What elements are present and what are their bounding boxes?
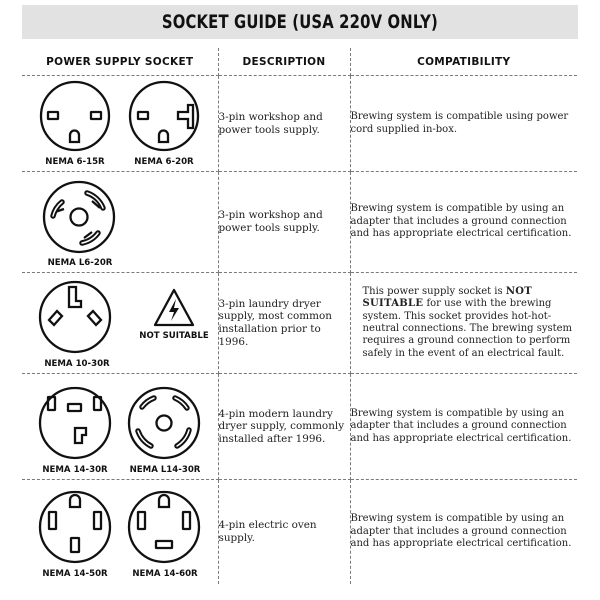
compat-text-pre: This power supply socket is bbox=[362, 285, 506, 297]
socket-cell bbox=[22, 374, 218, 480]
description-cell: 3-pin laundry dryer supply, most common installation prior to 1996. bbox=[218, 273, 350, 374]
header-socket: POWER SUPPLY SOCKET bbox=[22, 48, 218, 76]
table-row bbox=[22, 480, 577, 584]
socket-label: NEMA 14-60R bbox=[132, 569, 198, 579]
page-title: SOCKET GUIDE (USA 220V ONLY) bbox=[161, 11, 438, 33]
nema-6-20r-socket-icon bbox=[130, 82, 198, 150]
compatibility-cell: Brewing system is compatible using power cord supplied in-box. bbox=[350, 76, 577, 172]
table-row bbox=[22, 374, 577, 480]
description-cell: 4-pin electric oven supply. bbox=[218, 480, 350, 584]
socket-label: NEMA L6-20R bbox=[47, 258, 113, 268]
compatibility-cell: Brewing system is compatible by using an adapter that includes a ground connection and has appropriate electrical certification. bbox=[350, 513, 572, 549]
header-description: DESCRIPTION bbox=[218, 48, 350, 76]
not-suitable-text: NOT SUITABLE bbox=[362, 285, 533, 310]
compatibility-cell: Brewing system is compatible by using an adapter that includes a ground connection and has appropriate electrical certification. bbox=[350, 172, 577, 273]
compatibility-cell: Brewing system is compatible by using an adapter that includes a ground connection and has appropriate electrical certification. bbox=[350, 374, 577, 480]
table-row bbox=[22, 172, 577, 273]
socket-label: NEMA 10-30R bbox=[44, 359, 110, 369]
socket-cell bbox=[22, 172, 218, 273]
socket-label: NEMA 14-30R bbox=[42, 465, 108, 475]
compat-text-post: for use with the brewing system. This socket provides hot-hot-neutral connections. The brewing system requires a ground connection to perform safely in the event of an electrical fault. bbox=[362, 298, 573, 359]
high-voltage-warning-icon bbox=[155, 290, 193, 325]
header-row bbox=[22, 48, 577, 76]
warning-label: NOT SUITABLE bbox=[139, 331, 209, 341]
nema-14-50r-socket-icon bbox=[40, 492, 110, 562]
compatibility-cell bbox=[350, 273, 577, 374]
table-row bbox=[22, 76, 577, 172]
socket-label: NEMA 14-50R bbox=[42, 569, 108, 579]
socket-cell bbox=[22, 76, 218, 172]
nema-14-30r-socket-icon bbox=[40, 388, 110, 458]
description-cell: 3-pin workshop and power tools supply. bbox=[218, 76, 350, 172]
header-compatibility: COMPATIBILITY bbox=[350, 48, 577, 76]
title-bar bbox=[22, 5, 578, 39]
nema-6-15r-socket-icon bbox=[41, 82, 109, 150]
socket-cell bbox=[22, 480, 218, 584]
nema-14-60r-socket-icon bbox=[129, 492, 199, 562]
nema-l14-30r-socket-icon bbox=[129, 388, 199, 458]
socket-label: NEMA 6-20R bbox=[134, 157, 194, 167]
description-cell: 4-pin modern laundry dryer supply, commonly installed after 1996. bbox=[218, 374, 350, 480]
nema-10-30r-socket-icon bbox=[40, 282, 110, 352]
l14-30r-slots bbox=[138, 398, 189, 446]
socket-label: NEMA L14-30R bbox=[129, 465, 201, 475]
socket-guide-table bbox=[22, 48, 577, 584]
socket-cell bbox=[22, 273, 218, 374]
table-row bbox=[22, 273, 577, 374]
socket-label: NEMA 6-15R bbox=[45, 157, 105, 167]
description-cell: 3-pin workshop and power tools supply. bbox=[218, 172, 350, 273]
